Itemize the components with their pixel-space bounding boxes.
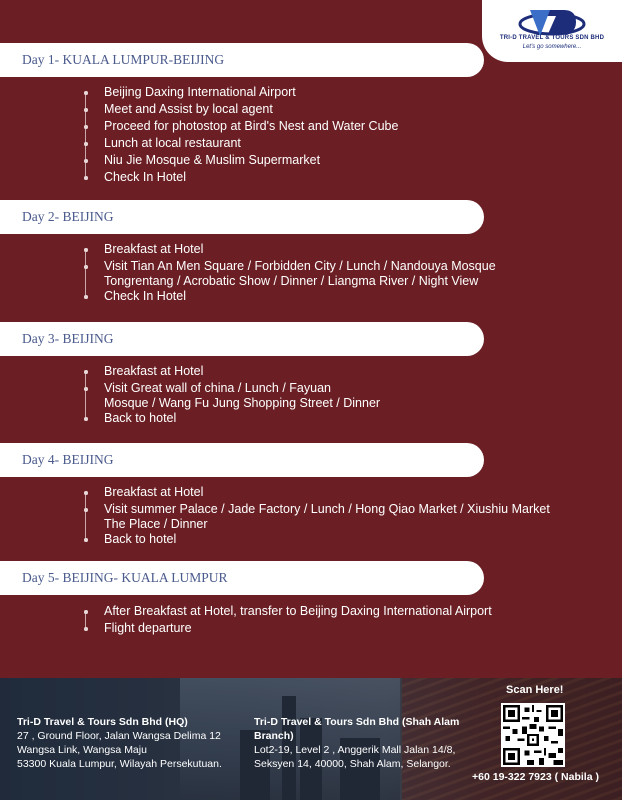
day-3-title: Day 3- BEIJING bbox=[22, 331, 114, 346]
scan-label: Scan Here! bbox=[506, 684, 564, 696]
day-1-list bbox=[84, 85, 398, 187]
list-item: The Place / Dinner bbox=[104, 517, 208, 531]
day-4-header bbox=[0, 443, 484, 477]
list-item: Visit Tian An Men Square / Forbidden City / Lunch / Nandouya Mosque bbox=[84, 259, 496, 274]
list-item: After Breakfast at Hotel, transfer to Beijing Daxing International Airport bbox=[84, 604, 492, 619]
branch-line-1: Lot2-19, Level 2 , Anggerik Mall Jalan 14/8, bbox=[254, 744, 456, 756]
day-4-list bbox=[84, 485, 550, 549]
day-3-list bbox=[84, 364, 380, 428]
logo-name: TRI-D TRAVEL & TOURS SDN BHD bbox=[499, 35, 605, 41]
list-item: Back to hotel bbox=[84, 532, 550, 547]
day-2-list bbox=[84, 242, 496, 306]
list-item: Flight departure bbox=[84, 621, 492, 636]
day-1-header bbox=[0, 43, 484, 77]
branch-line-2: Seksyen 14, 40000, Shah Alam, Selangor. bbox=[254, 758, 451, 770]
branch-name-cont: Branch) bbox=[254, 730, 294, 742]
logo-tagline: Let's go somewhere... bbox=[522, 44, 582, 50]
list-item: Breakfast at Hotel bbox=[84, 242, 496, 257]
list-item: Beijing Daxing International Airport bbox=[84, 85, 398, 100]
hq-line-1: 27 , Ground Floor, Jalan Wangsa Delima 12 bbox=[17, 730, 221, 742]
day-5-title: Day 5- BEIJING- KUALA LUMPUR bbox=[22, 570, 228, 585]
day-3-header bbox=[0, 322, 484, 356]
list-item: Back to hotel bbox=[84, 411, 380, 426]
list-item: Visit summer Palace / Jade Factory / Lunch / Hong Qiao Market / Xiushiu Market bbox=[84, 502, 550, 517]
branch-address bbox=[254, 715, 459, 771]
qr-code-icon[interactable] bbox=[501, 703, 565, 767]
hq-name: Tri-D Travel & Tours Sdn Bhd (HQ) bbox=[17, 716, 188, 728]
list-item: Meet and Assist by local agent bbox=[84, 102, 398, 117]
list-item: Proceed for photostop at Bird's Nest and Water Cube bbox=[84, 119, 398, 134]
list-item: Lunch at local restaurant bbox=[84, 136, 398, 151]
list-item: Visit Great wall of china / Lunch / Fayuan bbox=[84, 381, 380, 396]
day-1-title: Day 1- KUALA LUMPUR-BEIJING bbox=[22, 52, 225, 67]
branch-name: Tri-D Travel & Tours Sdn Bhd (Shah Alam bbox=[254, 716, 460, 728]
company-logo bbox=[482, 0, 622, 62]
hq-address bbox=[17, 715, 222, 771]
list-item: Check In Hotel bbox=[84, 170, 398, 185]
day-2-header bbox=[0, 200, 484, 234]
list-item: Niu Jie Mosque & Muslim Supermarket bbox=[84, 153, 398, 168]
list-item: Breakfast at Hotel bbox=[84, 364, 380, 379]
list-item: Tongrentang / Acrobatic Show / Dinner / Liangma River / Night View bbox=[104, 274, 479, 288]
day-5-header bbox=[0, 561, 484, 595]
hq-line-3: 53300 Kuala Lumpur, Wilayah Persekutuan. bbox=[17, 758, 222, 770]
day-5-list bbox=[84, 604, 492, 638]
hq-line-2: Wangsa Link, Wangsa Maju bbox=[17, 744, 147, 756]
day-4-title: Day 4- BEIJING bbox=[22, 452, 114, 467]
contact-phone[interactable]: +60 19-322 7923 ( Nabila ) bbox=[472, 771, 599, 783]
list-item: Mosque / Wang Fu Jung Shopping Street / Dinner bbox=[104, 396, 381, 410]
list-item: Check In Hotel bbox=[84, 289, 496, 304]
list-item: Breakfast at Hotel bbox=[84, 485, 550, 500]
day-2-title: Day 2- BEIJING bbox=[22, 209, 114, 224]
